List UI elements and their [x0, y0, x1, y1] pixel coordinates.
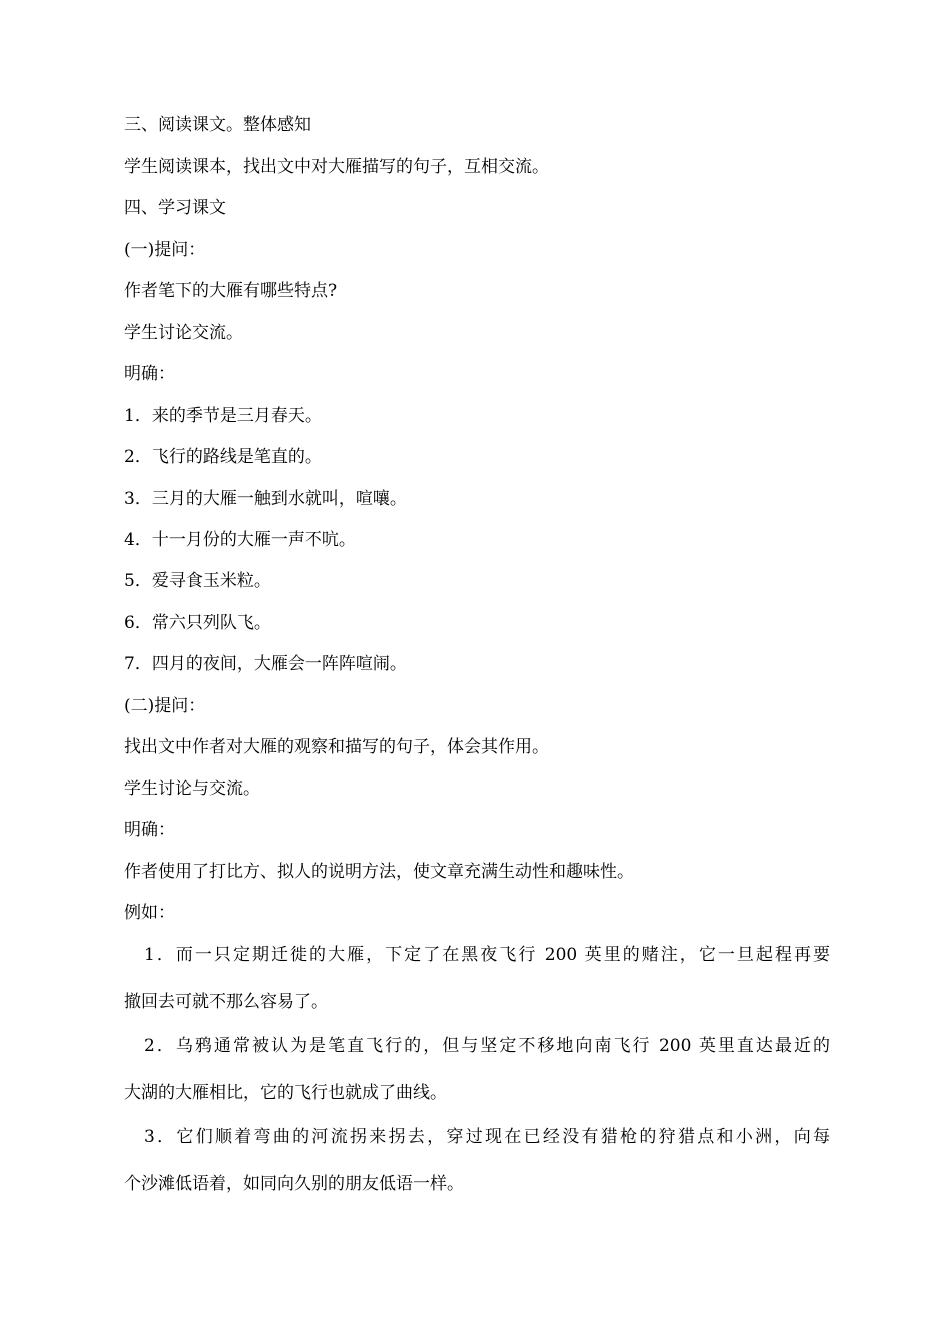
example-paragraph [124, 1035, 830, 1104]
q1-label: (一)提问： [124, 240, 206, 260]
q2-discussion: 学生讨论与交流。 [124, 779, 260, 799]
example-line: 2．乌鸦通常被认为是笔直飞行的，但与坚定不移地向南飞行 200 英里直达最近的 [144, 1036, 830, 1056]
q2-answer: 作者使用了打比方、拟人的说明方法，使文章充满生动性和趣味性。 [124, 862, 634, 882]
list-item: 5．爱寻食玉米粒。 [124, 571, 271, 591]
example-line: 个沙滩低语着，如同向久别的朋友低语一样。 [124, 1174, 464, 1194]
list-item: 4．十一月份的大雁一声不吭。 [124, 530, 356, 550]
list-item: 6．常六只列队飞。 [124, 613, 271, 633]
q2-example-label: 例如： [124, 903, 175, 923]
list-item: 7．四月的夜间，大雁会一阵阵喧闹。 [124, 654, 407, 674]
q2-question: 找出文中作者对大雁的观察和描写的句子，体会其作用。 [124, 737, 549, 757]
section4-heading: 四、学习课文 [124, 198, 226, 218]
example-line: 1．而一只定期迁徙的大雁，下定了在黑夜飞行 200 英里的赌注，它一旦起程再要 [144, 945, 830, 965]
example-line: 3．它们顺着弯曲的河流拐来拐去，穿过现在已经没有猎枪的狩猎点和小洲，向每 [144, 1127, 830, 1147]
list-item: 3．三月的大雁一触到水就叫，喧嚷。 [124, 489, 407, 509]
section3-heading: 三、阅读课文。整体感知 [124, 115, 311, 135]
q2-label: (二)提问： [124, 696, 206, 716]
example-paragraph [124, 1126, 830, 1195]
list-item: 2．飞行的路线是笔直的。 [124, 447, 322, 467]
q1-answer-label: 明确： [124, 364, 175, 384]
q2-answer-label: 明确： [124, 820, 175, 840]
example-line: 大湖的大雁相比，它的飞行也就成了曲线。 [124, 1083, 447, 1103]
list-item: 1．来的季节是三月春天。 [124, 406, 322, 426]
q1-question: 作者笔下的大雁有哪些特点? [124, 281, 338, 301]
example-paragraph [124, 944, 830, 1013]
section3-text: 学生阅读课本，找出文中对大雁描写的句子，互相交流。 [124, 157, 549, 177]
q1-discussion: 学生讨论交流。 [124, 323, 243, 343]
example-line: 撤回去可就不那么容易了。 [124, 992, 328, 1012]
